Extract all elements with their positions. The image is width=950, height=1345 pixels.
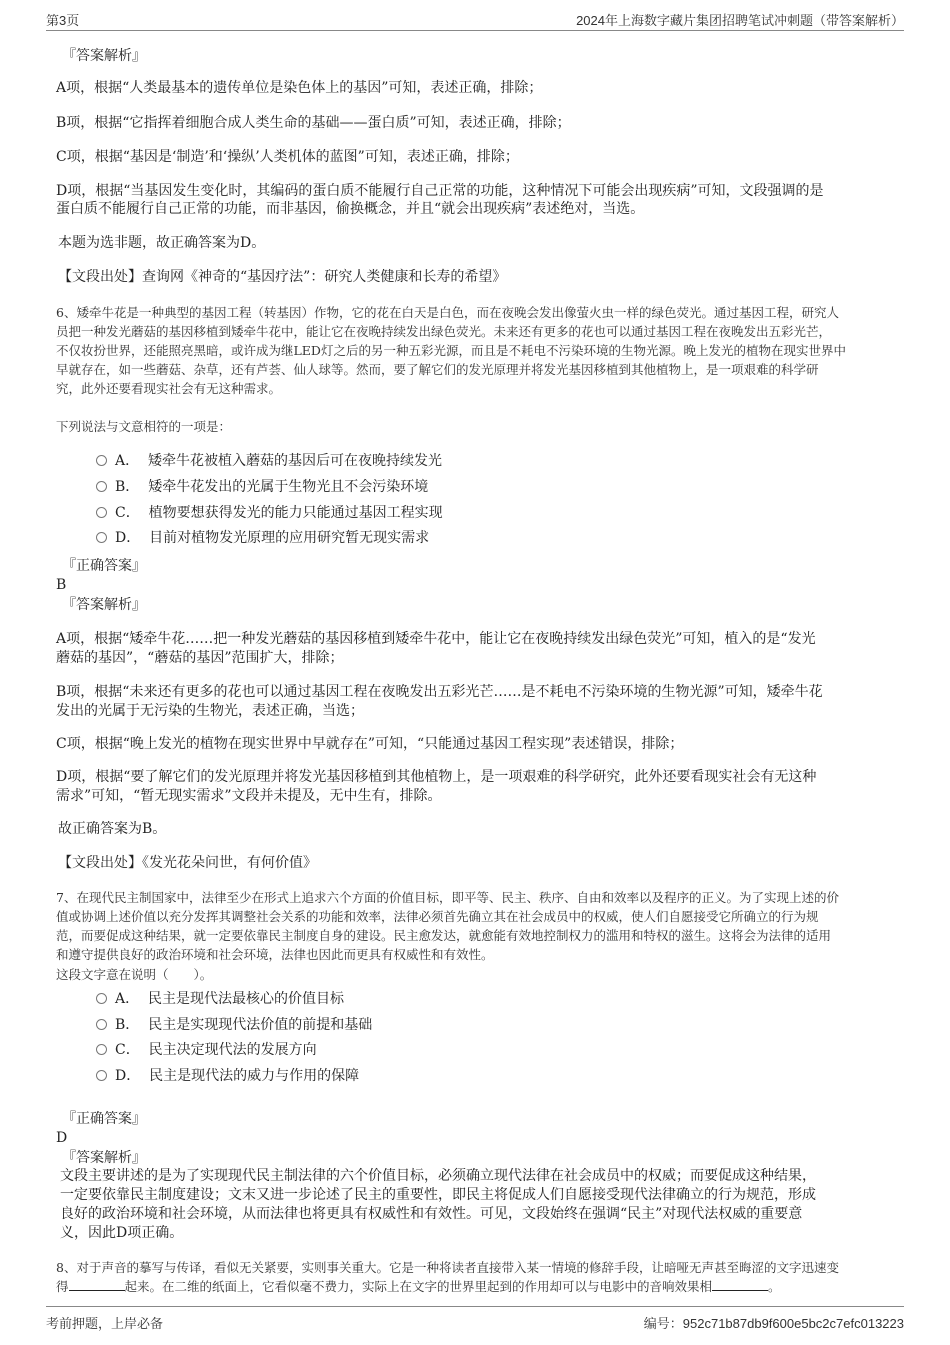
- q8-passage-line2: [56, 1277, 896, 1296]
- radio-icon[interactable]: [96, 1044, 107, 1055]
- q5-analysis-c: C项，根据“基因是‘制造’和‘操纵’人类机体的蓝图”可知，表述正确，排除；: [56, 149, 519, 165]
- q7-prompt: 这段文字意在说明（ ）。: [56, 967, 213, 982]
- radio-icon[interactable]: [96, 507, 107, 518]
- q7-analysis-line3: 良好的政治环境和社会环境，从而法律也将更具有权威性和有效性。可见，文段始终在强调“民主”对现代法权威的重要意: [60, 1206, 803, 1222]
- q7-answer: D: [56, 1130, 68, 1146]
- fill-blank-2[interactable]: [712, 1278, 768, 1291]
- footer-slogan: 考前押题，上岸必备: [46, 1316, 164, 1331]
- q6-analysis-a-line1: A项，根据“矮牵牛花……把一种发光蘑菇的基因移植到矮牵牛花中，能让它在夜晚持续发出绿色荧光”可知，植入的是“发光: [56, 631, 816, 647]
- q7-passage-line4: 和遵守提供良好的政治环境和社会环境，法律也因此而更具有权威性和有效性。: [56, 947, 494, 962]
- option-letter: A．: [115, 453, 140, 469]
- option-letter: D．: [115, 1068, 141, 1084]
- q6-answer: B: [56, 577, 67, 593]
- q5-analysis-d-line2: 蛋白质不能履行自己正常的功能，而非基因，偷换概念，并且“就会出现疾病”表述绝对，当选。: [56, 201, 645, 217]
- q7-passage-line2: 值或协调上述价值以充分发挥其调整社会关系的功能和效率，法律必须首先确立其在社会成员中的权威，使人们自愿接受它所确立的行为规: [56, 909, 819, 924]
- q6-option-b[interactable]: [96, 477, 428, 497]
- option-text: 目前对植物发光原理的应用研究暂无现实需求: [149, 530, 430, 546]
- option-letter: B．: [115, 479, 140, 495]
- q7-answer-label: 『正确答案』: [62, 1111, 146, 1127]
- q7-analysis-line4: 义，因此D项正确。: [60, 1225, 184, 1241]
- option-text: 矮牵牛花被植入蘑菇的基因后可在夜晚持续发光: [148, 453, 443, 469]
- radio-icon[interactable]: [96, 993, 107, 1004]
- q6-option-a[interactable]: [96, 451, 442, 471]
- option-text: 民主是实现现代法价值的前提和基础: [148, 1017, 373, 1033]
- q7-passage-line1: 7、在现代民主制国家中，法律至少在形式上追求六个方面的价值目标，即平等、民主、秩序、自由和效率以及程序的正义。为了实现上述的价: [56, 890, 839, 905]
- q6-prompt: 下列说法与文意相符的一项是：: [56, 419, 232, 434]
- q6-answer-label: 『正确答案』: [62, 558, 146, 574]
- page-header: [46, 8, 904, 31]
- document-title: 2024年上海数字藏片集团招聘笔试冲刺题（带答案解析）: [576, 13, 904, 28]
- option-text: 矮牵牛花发出的光属于生物光且不会污染环境: [148, 479, 429, 495]
- q7-option-c[interactable]: [96, 1040, 317, 1060]
- q7-passage-line3: 范，而要促成这种结果，就一定要依靠民主制度自身的建设。民主愈发达，就愈能有效地控制权力的滥用和特权的滋生。这将会为法律的适用: [56, 928, 832, 943]
- q6-analysis-a-line2: 蘑菇的基因”，“蘑菇的基因”范围扩大，排除；: [56, 650, 344, 666]
- q6-passage-line2: 员把一种发光蘑菇的基因移植到矮牵牛花中，能让它在夜晚持续发出绿色荧光。未来还有更多的花也可以通过基因工程在夜晚发出五彩光芒，: [56, 324, 832, 339]
- radio-icon[interactable]: [96, 1019, 107, 1030]
- q6-option-c[interactable]: [96, 503, 443, 523]
- q6-passage-line3: 不仅妆扮世界，还能照亮黑暗，或许成为继LED灯之后的另一种五彩光源，而且是不耗电不污染环境的生物光源。晚上发光的植物在现实世界中: [56, 343, 846, 358]
- option-letter: C．: [115, 505, 140, 521]
- q7-option-d[interactable]: [96, 1066, 359, 1086]
- option-letter: C．: [115, 1042, 140, 1058]
- q5-analysis-d-line1: D项，根据“当基因发生变化时，其编码的蛋白质不能履行自己正常的功能，这种情况下可能会出现疾病”可知，文段强调的是: [56, 183, 824, 199]
- q8-passage-line1: 8、对于声音的摹写与传译，看似无关紧要，实则事关重大。它是一种将读者直接带入某一情境的修辞手段，让暗哑无声甚至晦涩的文字迅速变: [56, 1260, 839, 1275]
- q8-text-c: 。: [768, 1279, 781, 1294]
- q7-analysis-line1: 文段主要讲述的是为了实现现代民主制法律的六个价值目标，必须确立现代法律在社会成员中的权威；而要促成这种结果，: [60, 1168, 816, 1184]
- fill-blank-1[interactable]: [69, 1278, 125, 1291]
- q6-source: 【文段出处】《发光花朵问世，有何价值》: [58, 855, 317, 871]
- q5-analysis-b: B项，根据“它指挥着细胞合成人类生命的基础——蛋白质”可知，表述正确，排除；: [56, 115, 571, 131]
- q6-analysis-c: C项，根据“晚上发光的植物在现实世界中早就存在”可知，“只能通过基因工程实现”表述错误，排除；: [56, 736, 684, 752]
- q5-analysis-a: A项，根据“人类最基本的遗传单位是染色体上的基因”可知，表述正确，排除；: [56, 80, 543, 96]
- q6-passage-line1: 6、矮牵牛花是一种典型的基因工程（转基因）作物，它的花在白天是白色，而在夜晚会发出像萤火虫一样的绿色荧光。通过基因工程，研究人: [56, 305, 839, 320]
- option-letter: B．: [115, 1017, 140, 1033]
- q5-source: 【文段出处】查询网《神奇的“基因疗法”：研究人类健康和长寿的希望》: [58, 269, 507, 285]
- radio-icon[interactable]: [96, 481, 107, 492]
- q6-passage-line4: 早就存在，如一些蘑菇、杂草，还有芦荟、仙人球等。然而，要了解它们的发光原理并将发光基因移植到其他植物上，是一项艰难的科学研: [56, 362, 819, 377]
- q6-passage-line5: 究，此外还要看现实社会有无这种需求。: [56, 381, 282, 396]
- q7-analysis-label: 『答案解析』: [62, 1150, 146, 1166]
- q6-analysis-b-line1: B项，根据“未来还有更多的花也可以通过基因工程在夜晚发出五彩光芒……是不耗电不污染环境的生物光源”可知，矮牵牛花: [56, 684, 823, 700]
- q5-analysis-label: 『答案解析』: [62, 48, 146, 64]
- option-text: 植物要想获得发光的能力只能通过基因工程实现: [148, 505, 443, 521]
- q7-option-b[interactable]: [96, 1015, 372, 1035]
- option-text: 民主是现代法的威力与作用的保障: [149, 1068, 360, 1084]
- q6-analysis-d-line2: 需求”可知，“暂无现实需求”文段并未提及，无中生有，排除。: [56, 788, 442, 804]
- option-letter: A．: [115, 991, 140, 1007]
- option-text: 民主决定现代法的发展方向: [148, 1042, 317, 1058]
- q6-analysis-b-line2: 发出的光属于无污染的生物光，表述正确，当选；: [56, 703, 364, 719]
- q7-option-a[interactable]: [96, 989, 344, 1009]
- radio-icon[interactable]: [96, 532, 107, 543]
- q6-conclusion: 故正确答案为B。: [58, 821, 167, 837]
- page-number: 第3页: [46, 13, 80, 28]
- document-code: 编号：952c71b87db9f600e5bc2c7efc013223: [643, 1316, 904, 1331]
- q6-option-d[interactable]: [96, 528, 429, 548]
- q7-analysis-line2: 一定要依靠民主制度建设；文末又进一步论述了民主的重要性，即民主将促成人们自愿接受现代法律确立的行为规范，形成: [60, 1187, 816, 1203]
- q8-text-b: 起来。在二维的纸面上，它看似毫不费力，实际上在文字的世界里起到的作用却可以与电影中的音响效果相: [124, 1279, 713, 1294]
- page-footer: [46, 1306, 904, 1331]
- option-text: 民主是现代法最核心的价值目标: [148, 991, 345, 1007]
- q6-analysis-d-line1: D项，根据“要了解它们的发光原理并将发光基因移植到其他植物上，是一项艰难的科学研究，此外还要看现实社会有无这种: [56, 769, 817, 785]
- q8-text-a: 得: [56, 1279, 69, 1294]
- radio-icon[interactable]: [96, 1070, 107, 1081]
- q5-conclusion: 本题为选非题，故正确答案为D。: [58, 235, 266, 251]
- option-letter: D．: [115, 530, 141, 546]
- q6-analysis-label: 『答案解析』: [62, 597, 146, 613]
- radio-icon[interactable]: [96, 455, 107, 466]
